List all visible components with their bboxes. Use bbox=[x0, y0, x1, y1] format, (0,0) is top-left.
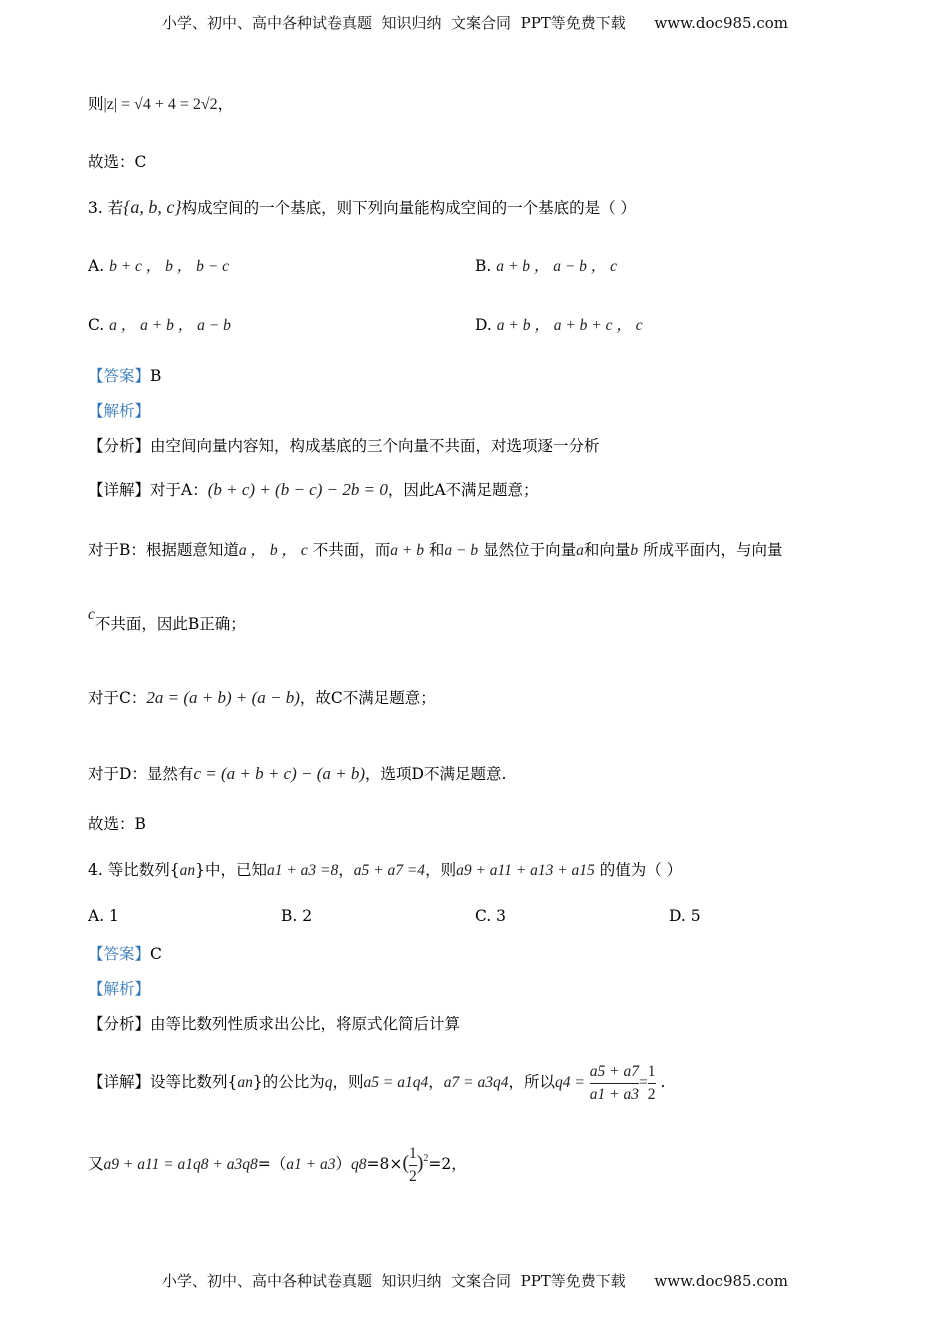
q3-option-a-label: A. bbox=[88, 257, 105, 275]
q3-detail-b-sum: a + b bbox=[390, 542, 424, 559]
q3-answer bbox=[88, 364, 161, 386]
q4-detail-line2-sum: a1 + a3 bbox=[286, 1156, 336, 1173]
q4-detail-half-den: 2 bbox=[647, 1085, 656, 1103]
q3-detail-a-eq: (b + c) + (b − c) − 2b = 0 bbox=[207, 480, 388, 499]
q4-detail-line2-val: =8× bbox=[366, 1155, 403, 1173]
q4-option-d: D. 5 bbox=[669, 907, 701, 925]
q4-detail-half-num: 1 bbox=[647, 1062, 656, 1080]
q3-detail-c-eq: 2a = (a + b) + (a − b) bbox=[146, 688, 300, 707]
q4-detail-line2-exp: 2 bbox=[423, 1153, 429, 1164]
q3-detail-b-text: 不共面，而 bbox=[312, 541, 391, 559]
q4-detail-text-6: . bbox=[660, 1073, 666, 1091]
q4-answer bbox=[88, 942, 162, 964]
q3-option-b bbox=[475, 254, 617, 276]
q4-detail-eq1: a5 = a1q4 bbox=[363, 1074, 429, 1091]
q3-basis-set: {a, b, c} bbox=[123, 197, 182, 217]
q4-option-a: A. 1 bbox=[88, 907, 119, 925]
q4-detail-text-1: 设等比数列{ bbox=[150, 1073, 238, 1091]
q4-detail-line2-prefix: 又 bbox=[88, 1155, 104, 1173]
q3-option-a bbox=[88, 254, 229, 276]
q4-stem bbox=[88, 858, 682, 880]
fraction-bar bbox=[648, 1083, 656, 1084]
q4-detail-half bbox=[648, 1063, 656, 1104]
prev-prefix: 则 bbox=[88, 95, 104, 113]
q3-conclusion: 故选：B bbox=[88, 815, 146, 833]
prev-conclusion: 故选：C bbox=[88, 153, 147, 171]
q3-detail-b-text4: 所成平面内，与向量 bbox=[643, 541, 783, 559]
q3-detail-b-diff: a − b bbox=[444, 542, 479, 559]
q3-fenxi-text: 由空间向量内容知，构成基底的三个向量不共面，对选项逐一分析 bbox=[150, 437, 600, 455]
q4-detail-eq3-eq: = bbox=[639, 1074, 648, 1091]
fraction-bar bbox=[590, 1083, 639, 1084]
q4-detail-seq: an bbox=[237, 1074, 253, 1091]
q3-fenxi-tag: 【分析】 bbox=[88, 437, 151, 455]
prev-suffix: ， bbox=[217, 95, 234, 113]
q4-answer-tag: 【答案】 bbox=[88, 945, 151, 963]
page-footer bbox=[0, 1270, 950, 1291]
footer-text: 小学、初中、高中各种试卷真题 知识归纳 文案合同 PPT等免费下载 bbox=[161, 1272, 626, 1290]
q4-detail-1 bbox=[88, 1046, 665, 1104]
q3-option-b-math: a + b ， a − b ， c bbox=[496, 258, 618, 275]
q4-analysis-tag: 【解析】 bbox=[88, 980, 151, 998]
q3-detail-b-prefix: 对于B：根据题意知道 bbox=[88, 541, 239, 559]
q4-detail-line2-q8: q8 bbox=[350, 1156, 367, 1173]
q4-stem-1: }中，已知 bbox=[195, 861, 267, 879]
fraction-bar bbox=[409, 1165, 417, 1166]
q4-cond1: a1 + a3 =8 bbox=[266, 862, 339, 879]
q4-detail-fraction bbox=[590, 1063, 639, 1104]
q4-detail-eq3-lhs: q4 = bbox=[555, 1074, 585, 1091]
q3-analysis bbox=[88, 399, 150, 421]
q3-stem bbox=[88, 196, 636, 218]
q4-detail-text-5: ，所以 bbox=[508, 1073, 555, 1091]
q4-answer-value: C bbox=[150, 945, 162, 963]
q3-answer-tag: 【答案】 bbox=[88, 367, 151, 385]
page-header bbox=[0, 12, 950, 33]
q4-option-c: C. 3 bbox=[475, 907, 507, 925]
q3-answer-value: B bbox=[150, 367, 162, 385]
q3-option-a-math: b + c ， b ， b − c bbox=[109, 258, 229, 275]
q3-option-d bbox=[475, 313, 643, 335]
q3-detail-b-vars: a ， b ， c bbox=[238, 542, 308, 559]
q4-fenxi-tag: 【分析】 bbox=[88, 1015, 151, 1033]
q3-fenxi bbox=[88, 434, 600, 456]
q4-detail-line2-half-num: 1 bbox=[409, 1144, 417, 1162]
q3-detail-a-suffix: ，因此A不满足题意； bbox=[387, 481, 539, 499]
q3-detail-tag: 【详解】 bbox=[88, 481, 151, 499]
q3-option-c-math: a ， a + b ， a − b bbox=[109, 317, 231, 334]
q3-detail-b-b: b bbox=[630, 542, 639, 559]
q4-target: a9 + a11 + a13 + a15 bbox=[456, 862, 595, 879]
q3-detail-b-line2 bbox=[88, 606, 246, 634]
q4-cond2: a5 + a7 =4 bbox=[353, 862, 426, 879]
q4-stem-4: 的值为（ ） bbox=[599, 861, 683, 879]
q3-detail-a-prefix: 对于A： bbox=[150, 481, 208, 499]
q4-detail-2: 又a9 + a11 = a1q8 + a3q8=（a1 + a3）q8=8×( $\frac{1}{2}$ )$^2$=2， bbox=[88, 1130, 467, 1186]
q4-detail-eq2: a7 = a3q4 bbox=[443, 1074, 509, 1091]
q3-detail-d-suffix: ，选项D不满足题意. bbox=[365, 765, 507, 783]
q3-detail-c-prefix: 对于C： bbox=[88, 689, 147, 707]
q4-detail-line2-close: ） bbox=[335, 1155, 351, 1173]
q3-detail-d bbox=[88, 762, 506, 784]
q4-option-b: B. 2 bbox=[281, 907, 313, 925]
q4-detail-frac-num: a5 + a7 bbox=[589, 1062, 639, 1080]
q4-seq: an bbox=[179, 862, 196, 879]
q4-fenxi-text: 由等比数列性质求出公比，将原式化简后计算 bbox=[150, 1015, 461, 1033]
q3-stem-text: 构成空间的一个基底，则下列向量能构成空间的一个基底的是（ ） bbox=[181, 199, 637, 217]
modulus-equation: |z| = √4 + 4 = 2√2 bbox=[103, 96, 218, 113]
q4-stem-3: ，则 bbox=[425, 861, 457, 879]
q3-detail-b bbox=[88, 538, 783, 560]
q4-detail-frac-den: a1 + a3 bbox=[589, 1085, 639, 1103]
q4-detail-text-2: }的公比为 bbox=[252, 1073, 325, 1091]
q4-detail-text-3: ，则 bbox=[332, 1073, 364, 1091]
q3-detail-b-line2-text: 不共面，因此B正确； bbox=[94, 615, 246, 633]
q3-detail-b-text3: 和向量 bbox=[583, 541, 631, 559]
q4-detail-text-4: ， bbox=[428, 1073, 444, 1091]
q4-stem-2: ， bbox=[338, 861, 354, 879]
q4-detail-line2-half-den: 2 bbox=[409, 1167, 417, 1185]
q3-option-c bbox=[88, 313, 231, 335]
header-text: 小学、初中、高中各种试卷真题 知识归纳 文案合同 PPT等免费下载 bbox=[161, 14, 626, 32]
q3-detail-a bbox=[88, 478, 539, 500]
q4-detail-line2-mid: =（ bbox=[257, 1155, 287, 1173]
q4-detail-q: q bbox=[324, 1074, 333, 1091]
header-url: www.doc985.com bbox=[654, 14, 788, 32]
q4-detail-tag: 【详解】 bbox=[88, 1073, 151, 1091]
footer-url: www.doc985.com bbox=[654, 1272, 788, 1290]
q4-fenxi bbox=[88, 1012, 460, 1034]
q3-detail-b-a: a bbox=[576, 542, 584, 559]
q3-option-c-label: C. bbox=[88, 316, 105, 334]
q3-option-d-math: a + b ， a + b + c ， c bbox=[496, 317, 643, 334]
q3-number: 3. 若 bbox=[88, 199, 124, 217]
q4-detail-line2-end: =2， bbox=[428, 1155, 467, 1173]
q3-detail-c bbox=[88, 686, 436, 708]
q3-detail-b-c: c bbox=[88, 606, 95, 623]
q3-option-d-label: D. bbox=[475, 316, 492, 334]
q4-number: 4. 等比数列{ bbox=[88, 861, 180, 879]
prev-modulus-line bbox=[88, 92, 233, 114]
q4-detail-line2-eq: a9 + a11 = a1q8 + a3q8 bbox=[103, 1156, 258, 1173]
q4-detail-line2-half bbox=[409, 1145, 417, 1186]
q3-detail-d-eq: c = (a + b + c) − (a + b) bbox=[193, 764, 366, 783]
q3-analysis-tag: 【解析】 bbox=[88, 402, 151, 420]
q3-detail-d-prefix: 对于D：显然有 bbox=[88, 765, 194, 783]
q4-analysis bbox=[88, 977, 150, 999]
q3-detail-b-text2: 显然位于向量 bbox=[483, 541, 577, 559]
q3-option-b-label: B. bbox=[475, 257, 492, 275]
q3-detail-c-suffix: ，故C不满足题意； bbox=[299, 689, 436, 707]
q3-detail-b-and: 和 bbox=[428, 541, 445, 559]
